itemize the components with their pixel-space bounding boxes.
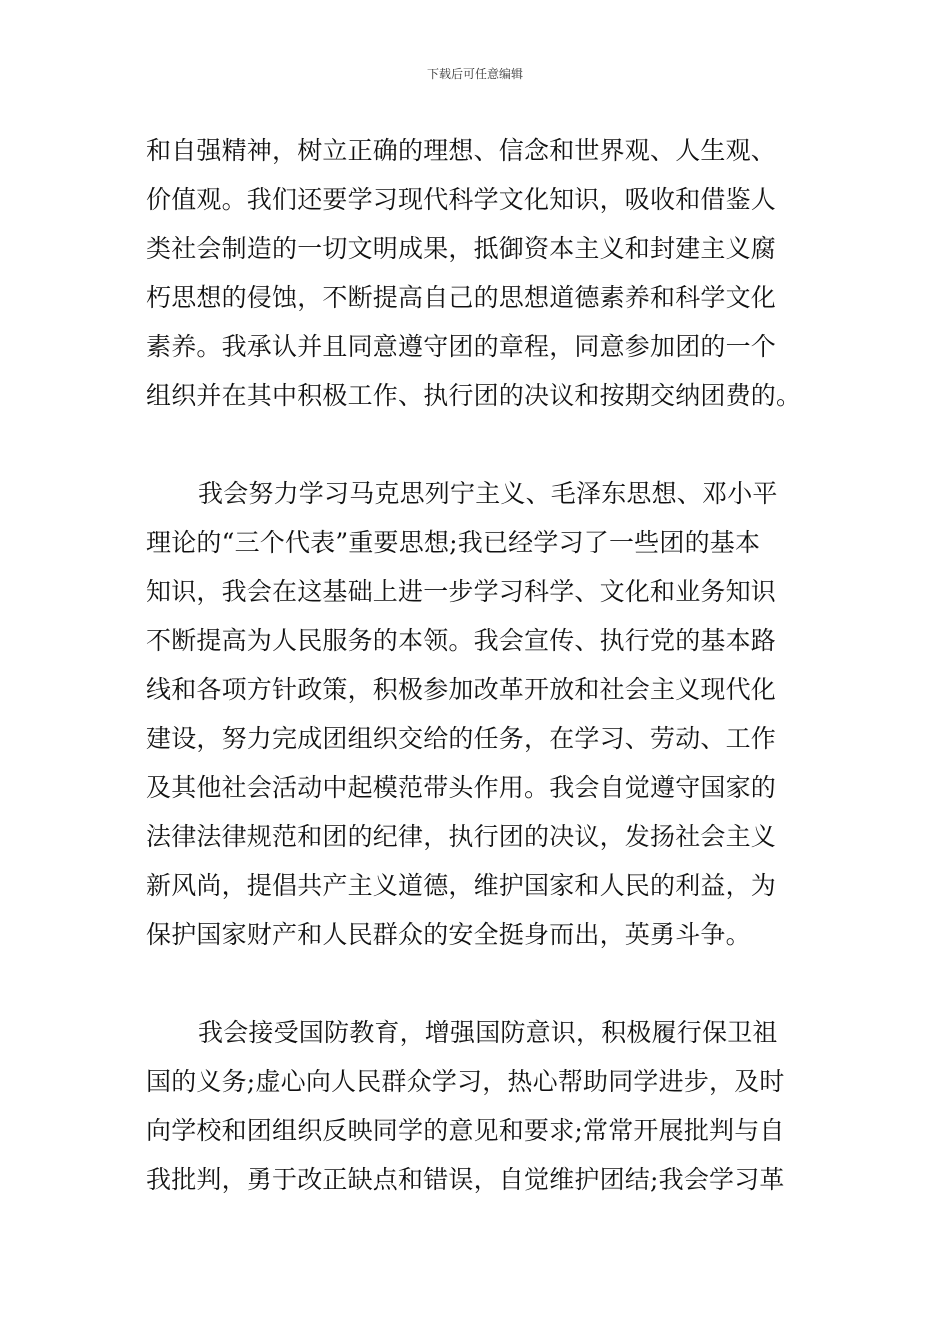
paragraph-line: 法律法律规范和团的纪律，执行团的决议，发扬社会主义 [146,822,777,851]
paragraph-3 [146,1008,810,1204]
paragraph-line: 线和各项方针政策，积极参加改革开放和社会主义现代化 [146,675,777,704]
paragraph-2 [146,469,810,959]
paragraph-line: 素养。我承认并且同意遵守团的章程，同意参加团的一个 [146,332,777,361]
paragraph-line: 国的义务;虚心向人民群众学习，热心帮助同学进步，及时 [146,1067,785,1096]
paragraph-line: 我会接受国防教育，增强国防意识，积极履行保卫祖 [198,1018,778,1047]
paragraph-line: 我会努力学习马克思列宁主义、毛泽东思想、邓小平 [198,479,778,508]
paragraph-line: 新风尚，提倡共产主义道德，维护国家和人民的利益，为 [146,871,777,900]
paragraph-line: 组织并在其中积极工作、执行团的决议和按期交纳团费的。 [146,381,802,410]
paragraph-line: 保护国家财产和人民群众的安全挺身而出，英勇斗争。 [146,920,751,949]
paragraph-line: 向学校和团组织反映同学的意见和要求;常常开展批判与自 [146,1116,785,1145]
paragraph-spacer [146,420,810,469]
paragraph-1 [146,126,810,420]
paragraph-line: 不断提高为人民服务的本领。我会宣传、执行党的基本路 [146,626,777,655]
paragraph-line: 建设，努力完成团组织交给的任务，在学习、劳动、工作 [146,724,777,753]
paragraph-line: 价值观。我们还要学习现代科学文化知识，吸收和借鉴人 [146,185,777,214]
paragraph-spacer [146,959,810,1008]
paragraph-line: 及其他社会活动中起模范带头作用。我会自觉遵守国家的 [146,773,777,802]
paragraph-line: 我批判，勇于改正缺点和错误，自觉维护团结;我会学习革 [146,1165,785,1194]
page-header: 下载后可任意编辑 [426,67,523,81]
paragraph-line: 类社会制造的一切文明成果，抵御资本主义和封建主义腐 [146,234,777,263]
document-body [146,126,810,1204]
paragraph-line: 理论的“三个代表”重要思想;我已经学习了一些团的基本 [146,528,761,557]
paragraph-line: 和自强精神，树立正确的理想、信念和世界观、人生观、 [146,136,777,165]
paragraph-line: 知识，我会在这基础上进一步学习科学、文化和业务知识 [146,577,777,606]
paragraph-line: 朽思想的侵蚀，不断提高自己的思想道德素养和科学文化 [146,283,777,312]
